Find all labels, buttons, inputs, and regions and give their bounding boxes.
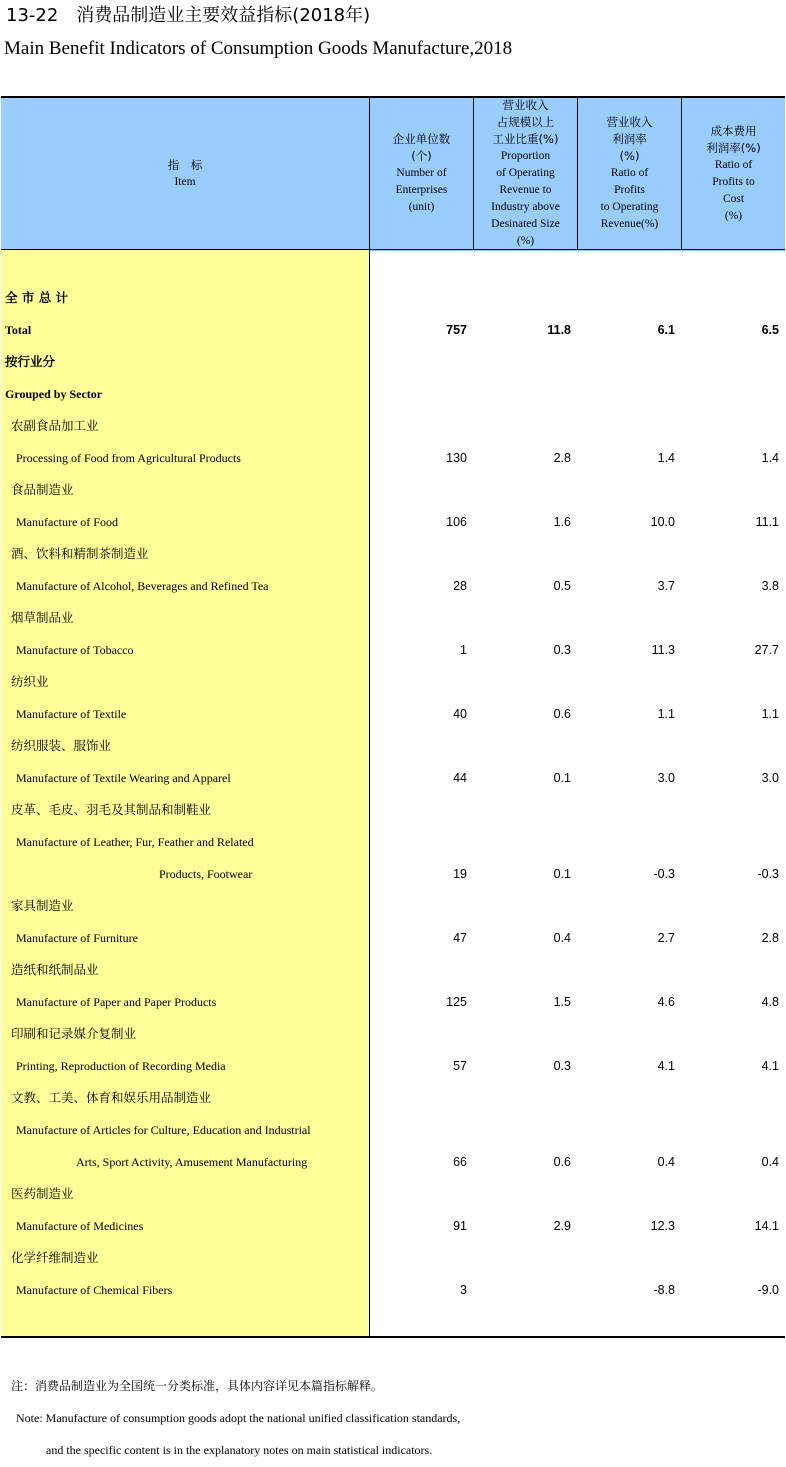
footnote-en-line1: Note: Manufacture of consumption goods adopt the national unified classification standards, [16,1411,461,1425]
header-profit-cost-ratio [682,98,785,249]
cell-value: 19 [453,867,467,881]
row-label: 皮革、毛皮、羽毛及其制品和制鞋业 [11,802,212,817]
cell-value: 57 [453,1059,467,1073]
row-label: Manufacture of Furniture [16,931,138,945]
cell-value: -0.3 [653,867,675,881]
table-row [1,378,785,410]
header-line: Profits to [712,175,755,188]
row-label: 造纸和纸制品业 [11,962,99,977]
row-label: Manufacture of Tobacco [16,643,134,657]
table-row [1,410,785,442]
cell-value: 3.0 [657,771,675,785]
header-item-en: Item [174,175,196,188]
cell-value: 47 [453,931,467,945]
cell-value: 11.8 [547,323,571,337]
header-line: 利润率 [612,132,647,146]
row-label: Manufacture of Textile Wearing and Apparel [16,771,231,785]
table-row [1,922,785,954]
table-row [1,1146,785,1178]
table-row [1,1210,785,1242]
cell-value: 4.6 [657,995,675,1009]
header-line: Ratio of [610,167,649,179]
table-row [1,1082,785,1114]
table-row [1,1050,785,1082]
cell-value: 0.4 [553,931,571,945]
header-line: Revenue to [499,184,552,196]
table-row [1,538,785,570]
row-label: 印刷和记录媒介复制业 [11,1026,137,1041]
cell-value: 1.6 [553,515,571,529]
row-label: 烟草制品业 [11,610,74,625]
row-label: 全 市 总 计 [5,290,69,305]
table-row [1,666,785,698]
header-line: 利润率(%) [706,140,761,155]
table-row [1,762,785,794]
header-line: Industry above [491,201,560,213]
cell-value: 2.9 [553,1219,571,1233]
row-label: Printing, Reproduction of Recording Media [16,1059,226,1073]
cell-value: 2.8 [553,451,571,465]
header-line: (unit) [408,201,435,213]
cell-value: 66 [453,1155,467,1169]
cell-value: -8.8 [653,1283,675,1297]
table-row [1,986,785,1018]
header-line: Enterprises [395,184,448,196]
cell-value: 11.1 [755,515,779,529]
cell-value: 2.7 [657,931,675,945]
header-line: (%) [619,149,640,163]
cell-value: 11.3 [651,643,675,657]
cell-value: 1.5 [553,995,571,1009]
row-label: 农副食品加工业 [11,418,99,433]
table-row [1,314,785,346]
table-row [1,1018,785,1050]
cell-value: 14.1 [754,1219,779,1233]
row-label: Manufacture of Medicines [16,1219,144,1233]
cell-value: 1 [460,643,467,657]
header-separator [1,249,785,250]
cell-value: 10.0 [650,515,675,529]
header-line: to Operating [600,201,659,213]
cell-value: 1.4 [657,451,675,465]
row-label: Total [5,323,32,337]
footnote-en-line2: and the specific content is in the explanatory notes on main statistical indicators. [46,1443,433,1457]
cell-value: 40 [453,707,467,721]
header-line: 营业收入 [502,98,549,112]
cell-value: 2.8 [761,931,779,945]
header-line: Profits [614,184,645,196]
cell-value: 3.7 [657,579,675,593]
cell-value: 12.3 [650,1219,675,1233]
table-row [1,570,785,602]
cell-value: 0.5 [553,579,571,593]
cell-value: 1.4 [761,451,779,465]
table-row [1,858,785,890]
cell-value: 4.1 [657,1059,675,1073]
row-label: 按行业分 [5,354,56,369]
table-row [1,1242,785,1274]
table-row [1,1114,785,1146]
header-line: (个) [411,149,432,163]
row-label: 文教、工美、体育和娱乐用品制造业 [11,1090,212,1105]
cell-value: 125 [446,995,467,1009]
header-line: 企业单位数 [392,132,451,146]
header-line: Cost [722,192,745,205]
table-row [1,634,785,666]
header-line: 占规模以上 [496,115,555,129]
cell-value: 1.1 [761,707,779,721]
header-line: 工业比重(%) [492,132,559,146]
cell-value: 4.1 [761,1059,779,1073]
cell-value: 3.0 [761,771,779,785]
table-row [1,602,785,634]
cell-value: 1.1 [657,707,675,721]
table-row [1,474,785,506]
cell-value: 0.1 [553,771,571,785]
row-label: Manufacture of Alcohol, Beverages and Refined Tea [16,579,269,593]
cell-value: 0.3 [553,643,571,657]
cell-value: 6.5 [761,323,779,337]
cell-value: 0.6 [553,707,571,721]
statistics-table [1,96,785,1338]
table-row [1,698,785,730]
row-label: Manufacture of Food [16,515,118,529]
cell-value: 27.7 [754,643,779,657]
header-line: 成本费用 [710,123,757,138]
footnote-cn: 注：消费品制造业为全国统一分类标准，具体内容详见本篇指标解释。 [11,1379,384,1393]
cell-value: 6.1 [657,323,675,337]
row-label: Manufacture of Leather, Fur, Feather and Related [16,835,254,849]
header-line: of Operating [496,167,555,179]
row-label: Manufacture of Paper and Paper Products [16,995,217,1009]
row-label: 食品制造业 [11,482,74,497]
table-row [1,954,785,986]
cell-value: 28 [453,579,467,593]
cell-value: 44 [453,771,467,785]
table-row [1,826,785,858]
header-line: Desinated Size [491,218,560,230]
cell-value: 106 [446,515,467,529]
cell-value: -9.0 [757,1283,779,1297]
row-label: Products, Footwear [159,867,253,881]
cell-value: 757 [446,323,467,337]
cell-value: 0.4 [761,1155,779,1169]
row-label: 化学纤维制造业 [11,1250,99,1265]
cell-value: 0.6 [553,1155,571,1169]
table-title-en: Main Benefit Indicators of Consumption Goods Manufacture,2018 [4,38,513,59]
header-line: Revenue(%) [600,218,659,230]
row-label: Manufacture of Articles for Culture, Education and Industrial [16,1123,311,1137]
row-label: Manufacture of Textile [16,707,127,721]
cell-value: 0.3 [553,1059,571,1073]
row-label: Processing of Food from Agricultural Products [16,451,241,465]
cell-value: -0.3 [757,867,779,881]
row-label: 纺织业 [11,674,49,689]
cell-value: 4.8 [761,995,779,1009]
row-label: 酒、饮料和精制茶制造业 [11,546,149,561]
table-row [1,890,785,922]
table-title-cn: 13-22 消费品制造业主要效益指标(2018年) [6,5,371,26]
header-item-cn: 指 标 [167,157,203,172]
table-row [1,1178,785,1210]
header-line: Ratio of [714,158,753,171]
cell-value: 91 [453,1219,467,1233]
header-line: (%) [516,235,535,247]
row-label: 医药制造业 [11,1186,74,1201]
header-line: (%) [724,209,743,222]
header-line: 营业收入 [606,115,653,129]
table-row [1,506,785,538]
table-row [1,1274,785,1306]
row-label: Manufacture of Chemical Fibers [16,1283,173,1297]
header-line: Proportion [500,150,551,162]
table-row [1,442,785,474]
row-label: Arts, Sport Activity, Amusement Manufacturing [76,1155,308,1169]
cell-value: 0.4 [657,1155,675,1169]
row-label: 纺织服装、服饰业 [11,738,112,753]
cell-value: 0.1 [553,867,571,881]
row-label: Grouped by Sector [5,387,103,401]
header-item [1,98,369,249]
table-row [1,282,785,314]
row-label: 家具制造业 [11,898,74,913]
header-profit-revenue-ratio [578,98,681,249]
cell-value: 3.8 [761,579,779,593]
cell-value: 3 [460,1283,467,1297]
table-row [1,794,785,826]
header-enterprises [370,98,473,249]
cell-value: 130 [446,451,467,465]
header-line: Number of [396,167,447,179]
table-row [1,730,785,762]
table-row [1,346,785,378]
table-bottom-rule [1,1336,785,1338]
header-revenue-proportion [474,98,577,249]
